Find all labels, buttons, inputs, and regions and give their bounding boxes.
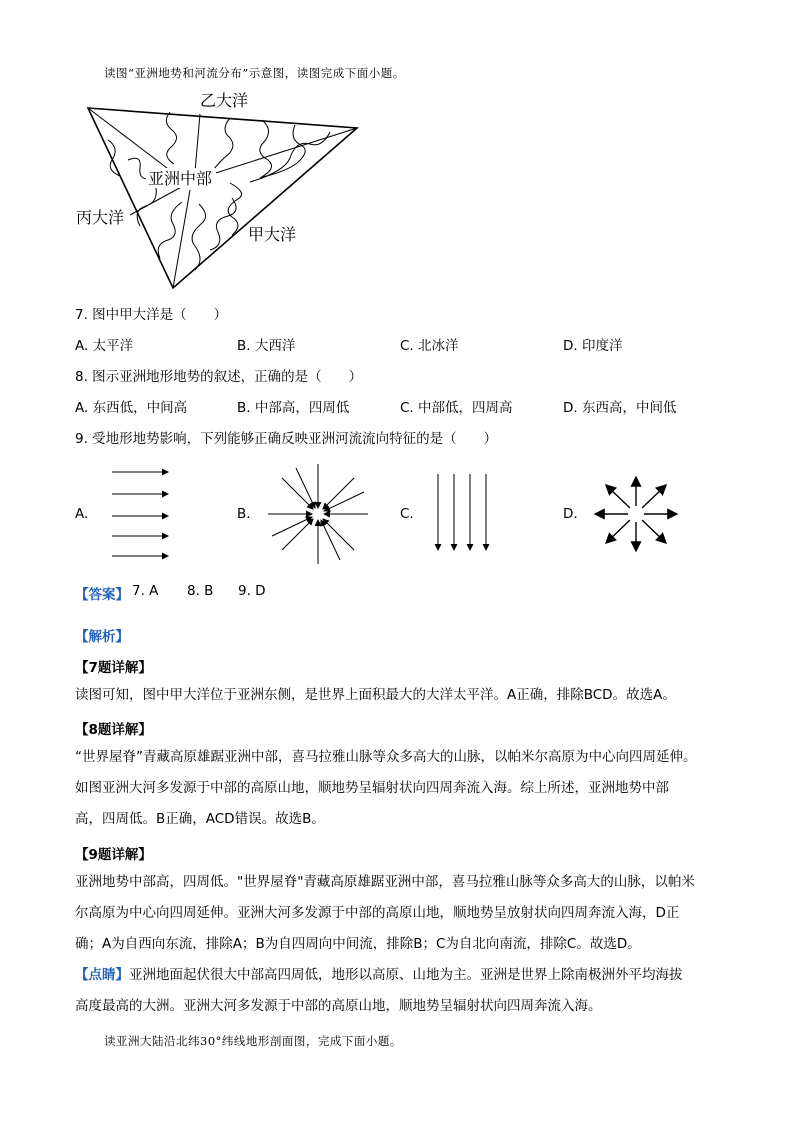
q9-option-d-arrows-outward	[592, 474, 680, 554]
q9-detail-line-2: 尔高原为中心向四周延伸。亚洲大河多发源于中部的高原山地，顺地势呈放射状向四周奔流入海，D正	[75, 905, 680, 921]
question-8-stem: 8. 图示亚洲地形地势的叙述，正确的是（ ）	[75, 369, 363, 385]
tip-label: 【点睛】	[75, 967, 129, 983]
answer-7: 7. A	[132, 583, 159, 599]
q7-option-a[interactable]: A. 太平洋	[75, 338, 134, 354]
q8-detail-line-1: “世界屋脊”青藏高原雄踞亚洲中部，喜马拉雅山脉等众多高大的山脉，以帕米尔高原为中心向四周延伸。	[75, 749, 697, 765]
next-intro-instruction: 读亚洲大陆沿北纬30°纬线地形剖面图，完成下面小题。	[104, 1034, 402, 1048]
tip-line-2: 高度最高的大洲。亚洲大河多发源于中部的高原山地，顺地势呈辐射状向四周奔流入海。	[75, 998, 602, 1014]
answer-9: 9. D	[238, 583, 266, 599]
asia-terrain-river-map	[60, 84, 380, 294]
q8-detail-line-3: 高，四周低。B正确，ACD错误。故选B。	[75, 811, 325, 827]
q8-option-c[interactable]: C. 中部低，四周高	[400, 400, 513, 416]
q7-option-d[interactable]: D. 印度洋	[563, 338, 623, 354]
asia-triangle-outline	[88, 108, 357, 288]
q8-option-b[interactable]: B. 中部高，四周低	[237, 400, 350, 416]
question-9-stem: 9. 受地形地势影响，下列能够正确反映亚洲河流流向特征的是（ ）	[75, 431, 498, 447]
q8-option-d[interactable]: D. 东西高，中间低	[563, 400, 677, 416]
question-7-stem: 7. 图中甲大洋是（ ）	[75, 307, 228, 323]
intro-instruction: 读图“亚洲地势和河流分布”示意图，读图完成下面小题。	[104, 66, 405, 80]
q9-option-c[interactable]: C.	[400, 506, 414, 522]
q7-detail-text: 读图可知，图中甲大洋位于亚洲东侧，是世界上面积最大的大洋太平洋。A正确，排除BCD。故选A。	[75, 687, 676, 703]
river-lines	[108, 112, 330, 270]
q9-option-a[interactable]: A.	[75, 506, 89, 522]
label-ocean-yi: 乙大洋	[200, 91, 249, 110]
label-asia-center: 亚洲中部	[148, 169, 213, 188]
label-ocean-jia: 甲大洋	[248, 225, 297, 244]
tip-line-1-text: 亚洲地面起伏很大中部高四周低，地形以高原、山地为主。亚洲是世界上除南极洲外平均海拔	[129, 967, 683, 983]
q8-detail-header: 【8题详解】	[75, 722, 152, 738]
q9-option-b[interactable]: B.	[237, 506, 251, 522]
analysis-label: 【解析】	[75, 629, 129, 645]
q7-option-c[interactable]: C. 北冰洋	[400, 338, 459, 354]
q8-option-a[interactable]: A. 东西低，中间高	[75, 400, 188, 416]
q9-option-c-arrows-south	[430, 472, 494, 554]
q9-option-b-arrows-inward	[266, 462, 370, 566]
label-ocean-bing: 丙大洋	[76, 208, 125, 227]
q8-detail-line-2: 如图亚洲大河多发源于中部的高原山地，顺地势呈辐射状向四周奔流入海。综上所述，亚洲地势中部	[75, 780, 669, 796]
divide-lines	[88, 108, 357, 288]
q9-detail-line-3: 确；A为自西向东流，排除A；B为自四周向中间流，排除B；C为自北向南流，排除C。故选D。	[75, 936, 641, 952]
answer-8: 8. B	[187, 583, 214, 599]
q9-detail-header: 【9题详解】	[75, 847, 152, 863]
q9-option-d[interactable]: D.	[563, 506, 578, 522]
answer-label: 【答案】	[75, 587, 129, 603]
q9-option-a-arrows-east	[108, 466, 174, 562]
tip-line-1	[75, 960, 683, 991]
q7-detail-header: 【7题详解】	[75, 660, 152, 676]
q7-option-b[interactable]: B. 大西洋	[237, 338, 296, 354]
q9-detail-line-1: 亚洲地势中部高，四周低。"世界屋脊"青藏高原雄踞亚洲中部，喜马拉雅山脉等众多高大的山脉，以帕米	[75, 874, 695, 890]
